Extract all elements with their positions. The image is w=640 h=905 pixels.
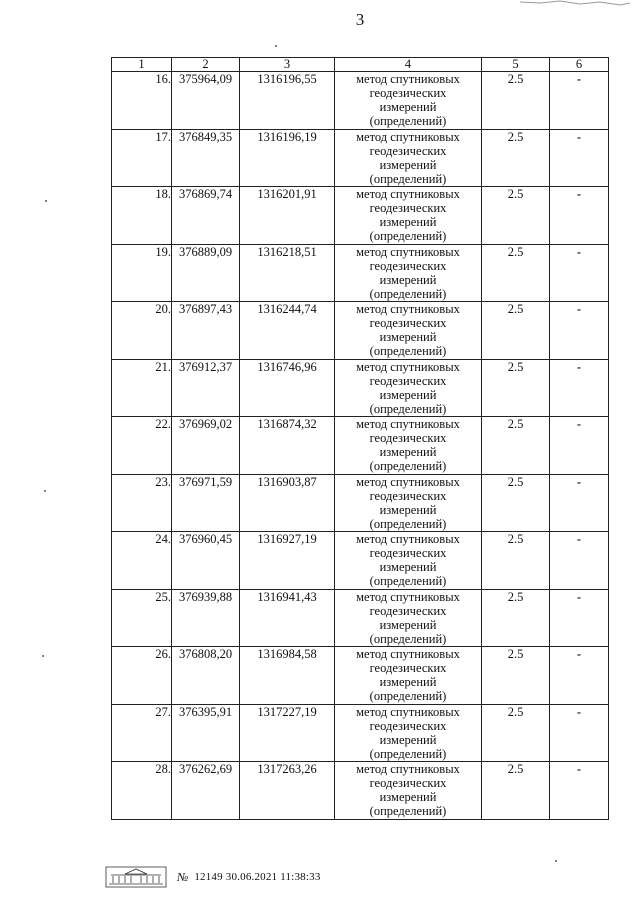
method-line: метод спутниковых (356, 302, 460, 316)
method-line: измерений (379, 387, 437, 402)
x-coordinate-cell: 376395,91 (172, 704, 240, 762)
table-row (112, 72, 609, 130)
column-header: 1 (112, 58, 172, 72)
y-coordinate-cell: 1316984,58 (240, 647, 335, 705)
accuracy-cell: 2.5 (482, 762, 550, 820)
x-coordinate-cell: 376808,20 (172, 647, 240, 705)
table-row (112, 532, 609, 590)
table-row (112, 359, 609, 417)
method-line: (определений) (369, 401, 447, 416)
scan-speck (44, 490, 46, 492)
table-row (112, 762, 609, 820)
method-cell (335, 762, 482, 820)
point-number-cell: 24. (112, 532, 172, 590)
method-line: (определений) (369, 804, 447, 818)
method-line: измерений (379, 330, 437, 344)
table-row (112, 589, 609, 647)
method-line: измерений (379, 157, 437, 172)
method-line: геодезических (369, 603, 447, 618)
method-cell (335, 244, 482, 302)
table-row (112, 187, 609, 245)
method-line: геодезических (369, 86, 447, 100)
method-line: геодезических (369, 143, 447, 158)
note-cell: - (550, 474, 609, 532)
method-line: метод спутниковых (356, 187, 460, 201)
registration-number-sign: № (177, 869, 189, 884)
method-line: (определений) (369, 171, 447, 186)
x-coordinate-cell: 376849,35 (172, 129, 240, 187)
note-cell: - (550, 589, 609, 647)
scan-edge-artifact (520, 0, 630, 8)
table-row (112, 704, 609, 762)
method-line: (определений) (369, 574, 447, 588)
scan-speck (555, 860, 557, 862)
method-line: (определений) (369, 114, 447, 128)
point-number-cell: 22. (112, 417, 172, 475)
method-cell (335, 302, 482, 360)
method-line: измерений (379, 560, 437, 574)
method-line: (определений) (369, 746, 447, 761)
method-line: (определений) (369, 689, 447, 703)
method-cell (335, 129, 482, 187)
note-cell: - (550, 359, 609, 417)
note-cell: - (550, 417, 609, 475)
method-line: измерений (379, 272, 437, 287)
column-header: 6 (550, 58, 609, 72)
x-coordinate-cell: 376971,59 (172, 474, 240, 532)
table-row (112, 417, 609, 475)
y-coordinate-cell: 1316874,32 (240, 417, 335, 475)
accuracy-cell: 2.5 (482, 244, 550, 302)
method-line: (определений) (369, 286, 447, 301)
method-line: геодезических (369, 316, 447, 330)
coordinates-table (111, 57, 609, 820)
method-line: метод спутниковых (356, 704, 460, 719)
accuracy-cell: 2.5 (482, 187, 550, 245)
accuracy-cell: 2.5 (482, 359, 550, 417)
point-number-cell: 18. (112, 187, 172, 245)
method-cell (335, 187, 482, 245)
accuracy-cell: 2.5 (482, 302, 550, 360)
note-cell: - (550, 187, 609, 245)
note-cell: - (550, 704, 609, 762)
method-line: (определений) (369, 229, 447, 243)
point-number-cell: 17. (112, 129, 172, 187)
method-line: геодезических (369, 776, 447, 790)
x-coordinate-cell: 375964,09 (172, 72, 240, 130)
page-number: 3 (355, 10, 365, 29)
method-line: метод спутниковых (356, 532, 460, 546)
accuracy-cell: 2.5 (482, 589, 550, 647)
table-header-row (112, 58, 609, 72)
y-coordinate-cell: 1316941,43 (240, 589, 335, 647)
method-line: измерений (379, 790, 437, 804)
method-line: геодезических (369, 258, 447, 273)
point-number-cell: 28. (112, 762, 172, 820)
method-line: геодезических (369, 201, 447, 215)
y-coordinate-cell: 1316196,19 (240, 129, 335, 187)
building-seal-icon (105, 866, 167, 888)
method-line: измерений (379, 502, 437, 517)
y-coordinate-cell: 1316927,19 (240, 532, 335, 590)
note-cell: - (550, 647, 609, 705)
y-coordinate-cell: 1316196,55 (240, 72, 335, 130)
accuracy-cell: 2.5 (482, 704, 550, 762)
column-header: 3 (240, 58, 335, 72)
x-coordinate-cell: 376939,88 (172, 589, 240, 647)
method-line: геодезических (369, 373, 447, 388)
x-coordinate-cell: 376897,43 (172, 302, 240, 360)
table-row (112, 474, 609, 532)
note-cell: - (550, 762, 609, 820)
column-header: 5 (482, 58, 550, 72)
method-line: геодезических (369, 661, 447, 675)
method-line: метод спутниковых (356, 417, 460, 431)
method-line: метод спутниковых (356, 129, 460, 144)
table-row (112, 647, 609, 705)
accuracy-cell: 2.5 (482, 532, 550, 590)
y-coordinate-cell: 1316903,87 (240, 474, 335, 532)
point-number-cell: 27. (112, 704, 172, 762)
accuracy-cell: 2.5 (482, 474, 550, 532)
method-cell (335, 417, 482, 475)
x-coordinate-cell: 376960,45 (172, 532, 240, 590)
x-coordinate-cell: 376969,02 (172, 417, 240, 475)
accuracy-cell: 2.5 (482, 72, 550, 130)
method-line: геодезических (369, 546, 447, 560)
method-line: (определений) (369, 459, 447, 473)
column-header: 2 (172, 58, 240, 72)
note-cell: - (550, 129, 609, 187)
method-cell (335, 474, 482, 532)
accuracy-cell: 2.5 (482, 417, 550, 475)
method-line: геодезических (369, 431, 447, 445)
method-line: метод спутниковых (356, 72, 460, 86)
method-line: метод спутниковых (356, 647, 460, 661)
y-coordinate-cell: 1317263,26 (240, 762, 335, 820)
method-cell (335, 704, 482, 762)
document-footer (105, 866, 321, 888)
accuracy-cell: 2.5 (482, 129, 550, 187)
method-line: геодезических (369, 718, 447, 733)
method-line: (определений) (369, 344, 447, 358)
method-line: метод спутниковых (356, 589, 460, 604)
point-number-cell: 21. (112, 359, 172, 417)
method-line: измерений (379, 445, 437, 459)
y-coordinate-cell: 1316201,91 (240, 187, 335, 245)
note-cell: - (550, 72, 609, 130)
y-coordinate-cell: 1316746,96 (240, 359, 335, 417)
point-number-cell: 25. (112, 589, 172, 647)
method-cell (335, 647, 482, 705)
table-row (112, 302, 609, 360)
method-line: (определений) (369, 631, 447, 646)
table-row (112, 129, 609, 187)
method-cell (335, 72, 482, 130)
point-number-cell: 19. (112, 244, 172, 302)
point-number-cell: 23. (112, 474, 172, 532)
x-coordinate-cell: 376912,37 (172, 359, 240, 417)
y-coordinate-cell: 1316244,74 (240, 302, 335, 360)
method-line: измерений (379, 617, 437, 632)
method-line: метод спутниковых (356, 359, 460, 374)
method-cell (335, 589, 482, 647)
y-coordinate-cell: 1316218,51 (240, 244, 335, 302)
registration-stamp-text: 12149 30.06.2021 11:38:33 (194, 871, 321, 883)
point-number-cell: 26. (112, 647, 172, 705)
method-cell (335, 532, 482, 590)
point-number-cell: 16. (112, 72, 172, 130)
accuracy-cell: 2.5 (482, 647, 550, 705)
method-line: метод спутниковых (356, 474, 460, 489)
y-coordinate-cell: 1317227,19 (240, 704, 335, 762)
method-line: (определений) (369, 516, 447, 531)
method-line: измерений (379, 675, 437, 689)
scan-speck (42, 655, 44, 657)
note-cell: - (550, 244, 609, 302)
x-coordinate-cell: 376869,74 (172, 187, 240, 245)
method-line: геодезических (369, 488, 447, 503)
note-cell: - (550, 302, 609, 360)
method-line: измерений (379, 100, 437, 114)
scan-speck (275, 45, 277, 47)
table-row (112, 244, 609, 302)
column-header: 4 (335, 58, 482, 72)
table-body (112, 72, 609, 820)
x-coordinate-cell: 376262,69 (172, 762, 240, 820)
method-line: метод спутниковых (356, 244, 460, 259)
note-cell: - (550, 532, 609, 590)
point-number-cell: 20. (112, 302, 172, 360)
method-line: измерений (379, 215, 437, 229)
x-coordinate-cell: 376889,09 (172, 244, 240, 302)
method-line: измерений (379, 732, 437, 747)
scan-speck (45, 200, 47, 202)
method-cell (335, 359, 482, 417)
method-line: метод спутниковых (356, 762, 460, 776)
